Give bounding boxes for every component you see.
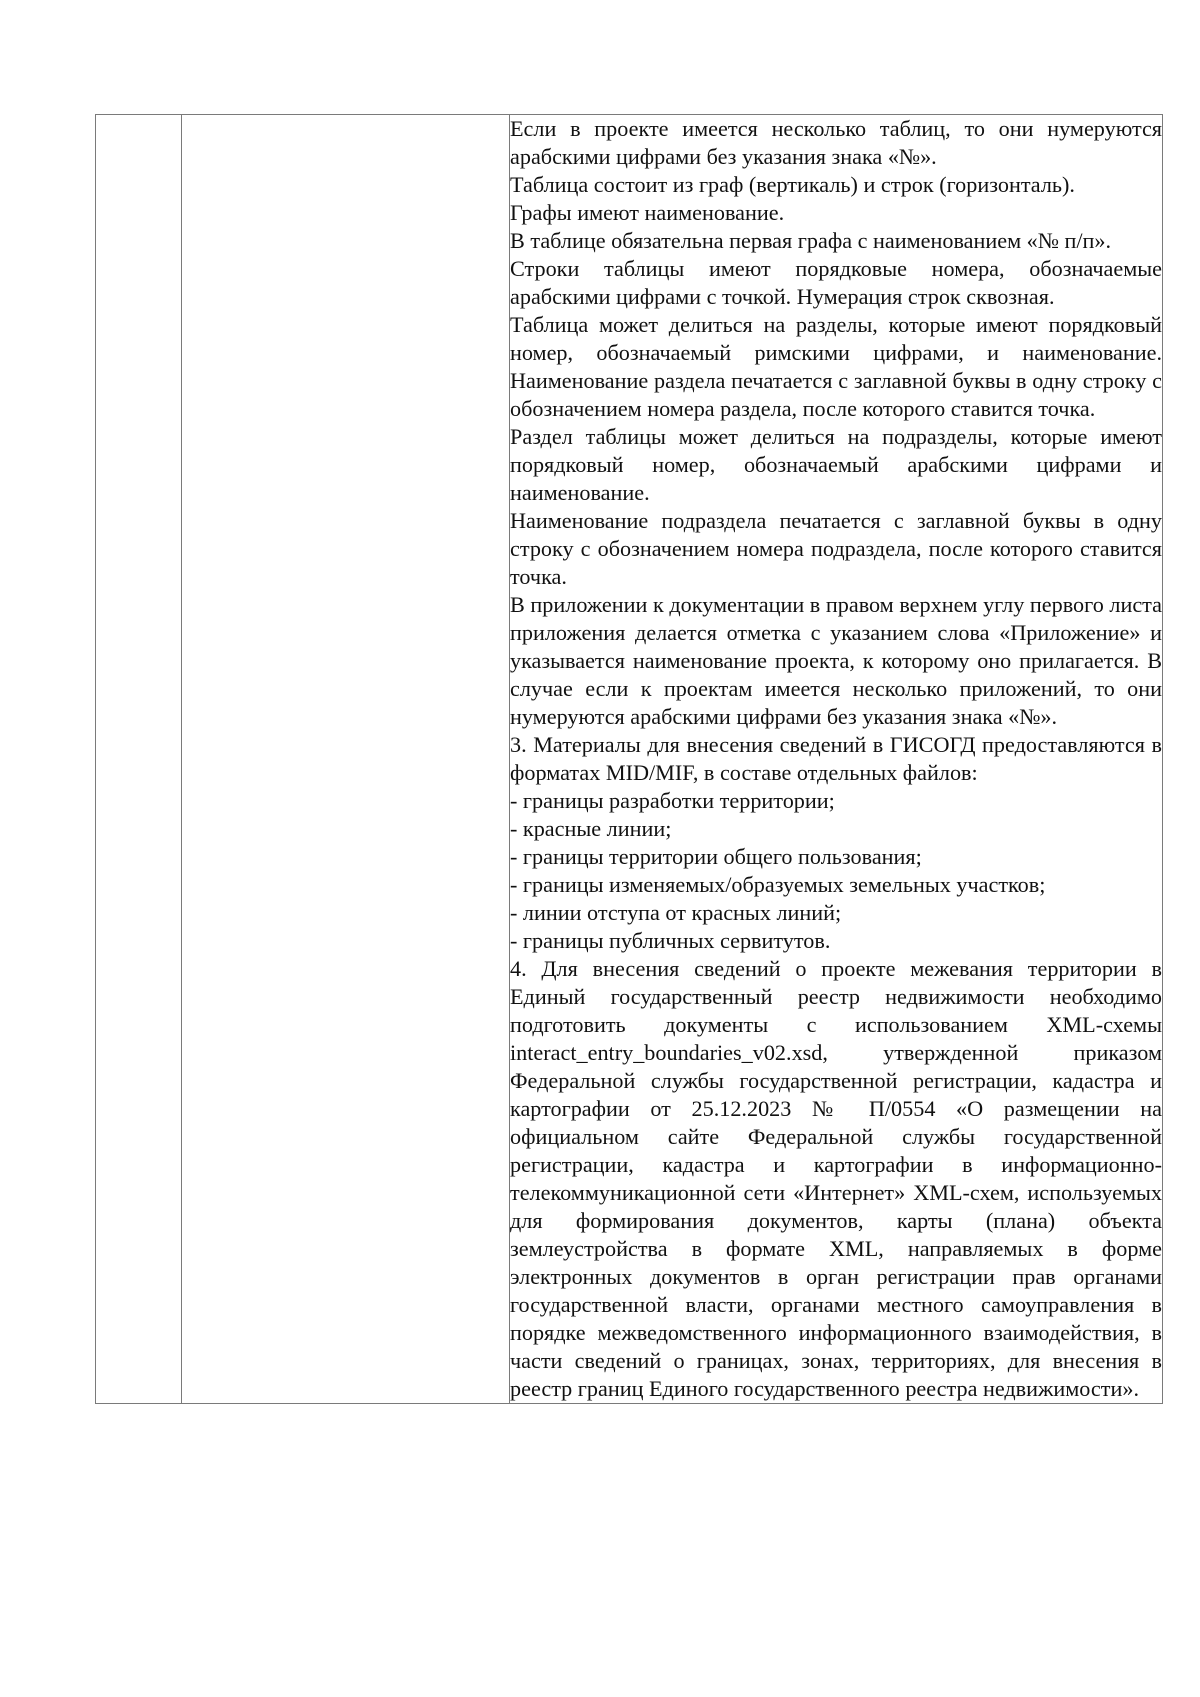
list-item: - линии отступа от красных линий; [510, 900, 842, 925]
list-item: - границы публичных сервитутов. [510, 928, 831, 953]
paragraph-gisogd-formats: 3. Материалы для внесения сведений в ГИСОГД предоставляются в форматах MID/MIF, в составе отдельных файлов: [510, 732, 1162, 785]
number-cell [96, 115, 182, 1404]
content-cell [510, 115, 1163, 1404]
paragraph-sections: Таблица может делиться на разделы, которые имеют порядковый номер, обозначаемый римскими цифрами, и наименование. Наименование раздела печатается с заглавной буквы в одну строку с обозначением номера раздела, после которого ставится точка. [510, 312, 1162, 421]
paragraph-columns-named: Графы имеют наименование. [510, 200, 785, 225]
list-item: - границы разработки территории; [510, 788, 835, 813]
paragraph-table-structure: Таблица состоит из граф (вертикаль) и строк (горизонталь). [510, 172, 1075, 197]
paragraph-egrn-xml: 4. Для внесения сведений о проекте межевания территории в Единый государственный реестр недвижимости необходимо подготовить документы с использованием XML-схемы interact_entry_boundaries_v02.xsd, утвержденной приказом Федеральной службы государственной регистрации, кадастра и картографии от 25.12.2023 № П/0554 «О размещении на официальном сайте Федеральной службы государственной регистрации, кадастра и картографии в информационно-телекоммуникационной сети «Интернет» XML-схем, используемых для формирования документов, карты (плана) объекта землеустройства в формате XML, направляемых в форме электронных документов в орган регистрации прав органами государственной власти, органами местного самоуправления в порядке межведомственного информационного взаимодействия, в части сведений о границах, зонах, территориях, для внесения в реестр границ Единого государственного реестра недвижимости». [510, 956, 1162, 1401]
list-item: - красные линии; [510, 816, 672, 841]
list-item: - границы территории общего пользования; [510, 844, 922, 869]
paragraph-subsections: Раздел таблицы может делиться на подразделы, которые имеют порядковый номер, обозначаемый арабскими цифрами и наименование. [510, 424, 1162, 505]
table-row [96, 115, 1163, 1404]
name-cell [182, 115, 510, 1404]
paragraph-tables-numbering: Если в проекте имеется несколько таблиц, то они нумеруются арабскими цифрами без указания знака «№». [510, 116, 1162, 169]
list-item: - границы изменяемых/образуемых земельных участков; [510, 872, 1046, 897]
paragraph-row-numbering: Строки таблицы имеют порядковые номера, обозначаемые арабскими цифрами с точкой. Нумерация строк сквозная. [510, 256, 1162, 309]
paragraph-appendix: В приложении к документации в правом верхнем углу первого листа приложения делается отметка с указанием слова «Приложение» и указывается наименование проекта, к которому оно прилагается. В случае если к проектам имеется несколько приложений, то они нумеруются арабскими цифрами без указания знака «№». [510, 592, 1162, 729]
paragraph-subsection-name: Наименование подраздела печатается с заглавной буквы в одну строку с обозначением номера подраздела, после которого ставится точка. [510, 508, 1162, 589]
paragraph-first-column: В таблице обязательна первая графа с наименованием «№ п/п». [510, 228, 1112, 253]
requirements-table [95, 114, 1163, 1404]
